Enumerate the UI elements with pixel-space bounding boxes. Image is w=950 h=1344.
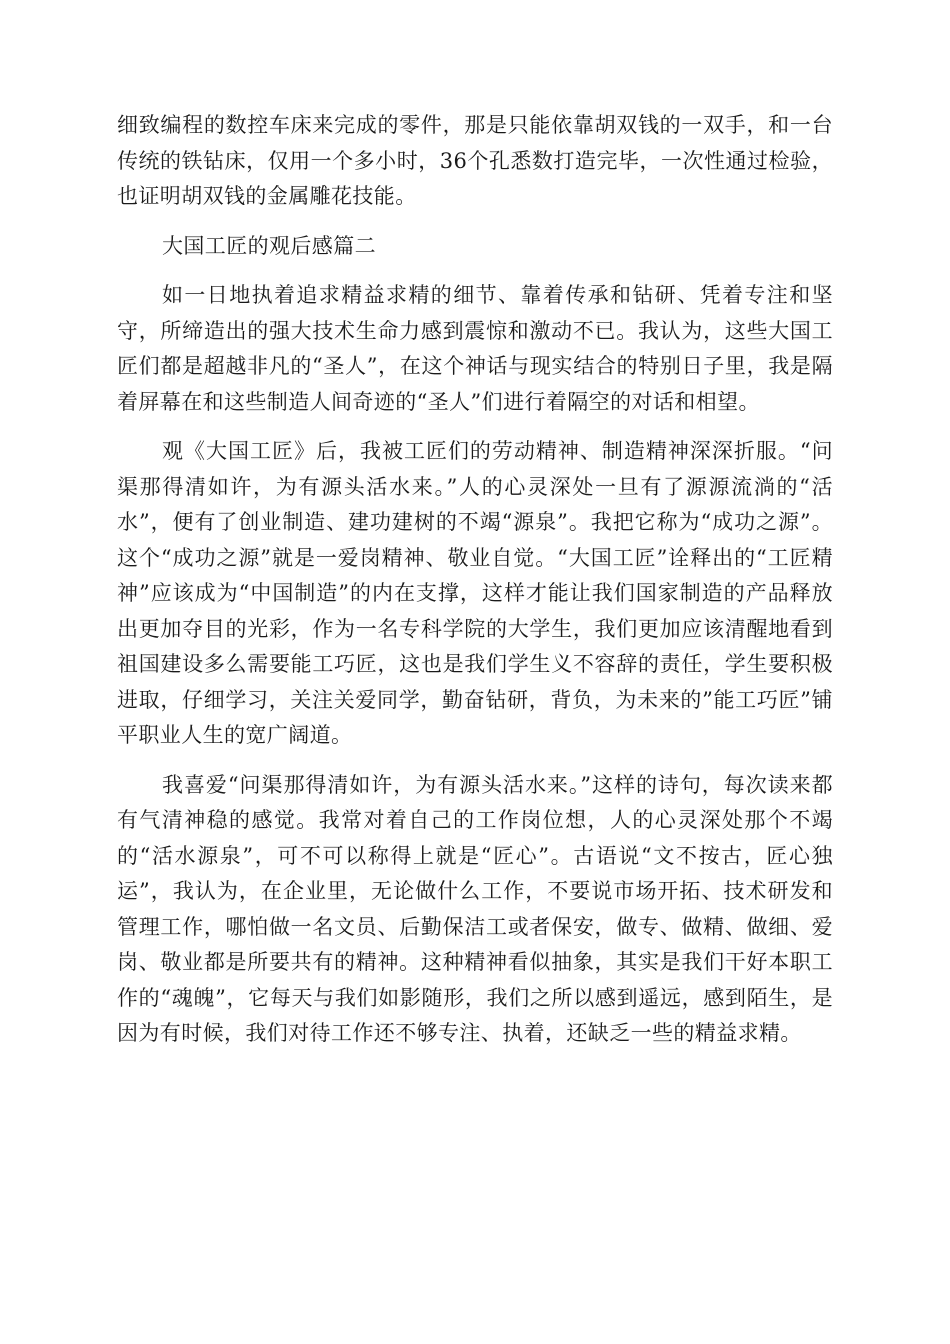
document-body <box>117 108 833 1066</box>
section-heading: 大国工匠的观后感篇二 <box>162 233 376 258</box>
paragraph-4: 我喜爱“问渠那得清如许，为有源头活水来。”这样的诗句，每次读来都有气清神稳的感觉。我常对着自己的工作岗位想，人的心灵深处那个不竭的“活水源泉”，可不可以称得上就是“匠心”。古语说“文不按古，匠心独运”，我认为，在企业里，无论做什么工作，不要说市场开拓、技术研发和管理工作，哪怕做一名文员、后勤保洁工或者保安，做专、做精、做细、爱岗、敬业都是所要共有的精神。这种精神看似抽象，其实是我们干好本职工作的“魂魄”，它每天与我们如影随形，我们之所以感到遥远，感到陌生，是因为有时候，我们对待工作还不够专注、执着，还缺乏一些的精益求精。 <box>117 772 833 1045</box>
paragraph-1: 细致编程的数控车床来完成的零件，那是只能依靠胡双钱的一双手，和一台传统的铁钻床，仅用一个多小时，36个孔悉数打造完毕，一次性通过检验，也证明胡双钱的金属雕花技能。 <box>117 113 833 208</box>
paragraph-2: 如一日地执着追求精益求精的细节、靠着传承和钻研、凭着专注和坚守，所缔造出的强大技术生命力感到震惊和激动不已。我认为，这些大国工匠们都是超越非凡的“圣人”，在这个神话与现实结合的特别日子里，我是隔着屏幕在和这些制造人间奇迹的“圣人”们进行着隔空的对话和相望。 <box>117 283 833 414</box>
paragraph-3: 观《大国工匠》后，我被工匠们的劳动精神、制造精神深深折服。“问渠那得清如许，为有源头活水来。”人的心灵深处一旦有了源源流淌的“活水”，便有了创业制造、建功建树的不竭“源泉”。我把它称为“成功之源”。这个“成功之源”就是一爱岗精神、敬业自觉。“大国工匠”诠释出的“工匠精神”应该成为“中国制造”的内在支撑，这样才能让我们国家制造的产品释放出更加夺目的光彩，作为一名专科学院的大学生，我们更加应该清醒地看到祖国建设多么需要能工巧匠，这也是我们学生义不容辞的责任，学生要积极进取，仔细学习，关注关爱同学，勤奋钻研，背负，为未来的”能工巧匠”铺平职业人生的宽广阔道。 <box>117 439 833 747</box>
